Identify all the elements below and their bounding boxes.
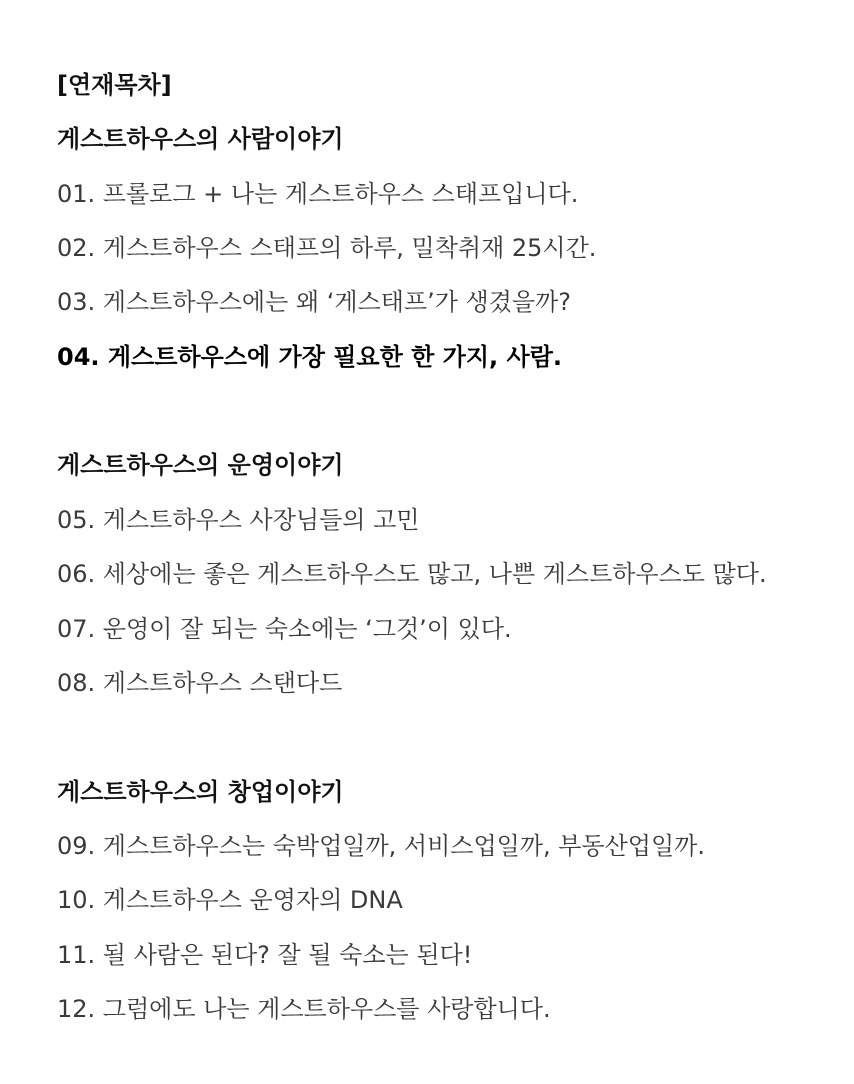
- list-item-current: 04. 게스트하우스에 가장 필요한 한 가지, 사람.: [57, 343, 563, 371]
- list-item: 08. 게스트하우스 스탠다드: [57, 669, 343, 697]
- list-item: 05. 게스트하우스 사장님들의 고민: [57, 506, 420, 534]
- list-item: 10. 게스트하우스 운영자의 DNA: [57, 886, 403, 914]
- list-item: 09. 게스트하우스는 숙박업일까, 서비스업일까, 부동산업일까.: [57, 832, 705, 860]
- section-heading-operation: 게스트하우스의 운영이야기: [57, 451, 344, 479]
- list-item: 01. 프롤로그 + 나는 게스트하우스 스태프입니다.: [57, 180, 579, 208]
- list-item: 11. 될 사람은 된다? 잘 될 숙소는 된다!: [57, 941, 473, 969]
- section-heading-startup: 게스트하우스의 창업이야기: [57, 778, 344, 806]
- section-heading-people: 게스트하우스의 사람이야기: [57, 125, 344, 153]
- list-item: 06. 세상에는 좋은 게스트하우스도 많고, 나쁜 게스트하우스도 많다.: [57, 560, 767, 588]
- list-item: 03. 게스트하우스에는 왜 ‘게스태프’가 생겼을까?: [57, 288, 571, 316]
- list-item: 02. 게스트하우스 스태프의 하루, 밀착취재 25시간.: [57, 234, 597, 262]
- list-item: 07. 운영이 잘 되는 숙소에는 ‘그것’이 있다.: [57, 615, 512, 643]
- list-item: 12. 그럼에도 나는 게스트하우스를 사랑합니다.: [57, 995, 551, 1023]
- series-title: [연재목차]: [57, 71, 172, 99]
